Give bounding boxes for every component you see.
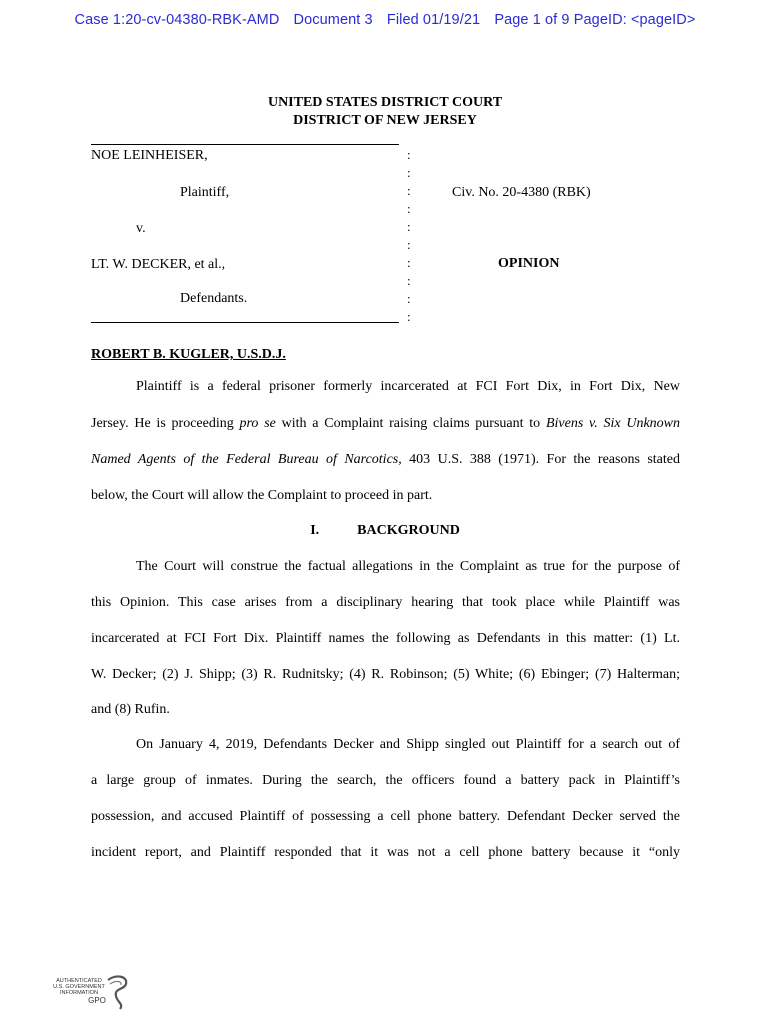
filed-date: Filed 01/19/21 [386,12,481,28]
defendant-name: LT. W. DECKER, et al., [91,257,226,272]
bg1-line-1: The Court will construe the factual allegations in the Complaint as true for the purpose of [136,559,680,574]
page-info: Page 1 of 9 PageID: <pageID> [494,12,696,28]
section-title: BACKGROUND [357,523,460,538]
eagle-icon [104,974,132,1010]
plaintiff-role: Plaintiff, [180,185,230,200]
filing-header [0,12,770,28]
plaintiff-name: NOE LEINHEISER, [91,148,208,163]
civil-number: Civ. No. 20-4380 (RBK) [452,185,591,200]
seal-gpo-label: GPO [88,996,106,1005]
intro-line-2: Jersey. He is proceeding pro se with a Complaint raising claims pursuant to Bivens v. Six Unknown [91,416,681,431]
judge-name: ROBERT B. KUGLER, U.S.D.J. [91,347,286,362]
bg1-line-4: W. Decker; (2) J. Shipp; (3) R. Rudnitsky; (4) R. Robinson; (5) White; (6) Ebinger; (7) Halterman; [91,667,680,682]
court-district: DISTRICT OF NEW JERSEY [293,113,477,128]
intro-line-4: below, the Court will allow the Complaint to proceed in part. [91,488,433,503]
versus: v. [136,221,146,236]
intro-line-1: Plaintiff is a federal prisoner formerly incarcerated at FCI Fort Dix, in Fort Dix, New [136,379,680,394]
section-number: I. [310,523,320,538]
caption-bottom-rule [91,322,399,323]
intro-line-3: Named Agents of the Federal Bureau of Narcotics, 403 U.S. 388 (1971). For the reasons stated [91,452,680,467]
bg2-line-2: a large group of inmates. During the search, the officers found a battery pack in Plaintiff’s [91,773,680,788]
bg2-line-1: On January 4, 2019, Defendants Decker and Shipp singled out Plaintiff for a search out of [136,737,680,752]
bg1-line-5: and (8) Rufin. [91,702,170,717]
bg2-line-3: possession, and accused Plaintiff of possessing a cell phone battery. Defendant Decker served the [91,809,680,824]
defendant-role: Defendants. [180,291,248,306]
bg2-line-4: incident report, and Plaintiff responded that it was not a cell phone battery because it “only [91,845,680,860]
bg1-line-3: incarcerated at FCI Fort Dix. Plaintiff names the following as Defendants in this matter: (1) Lt. [91,631,680,646]
document-number: Document 3 [293,12,373,28]
case-number: Case 1:20-cv-04380-RBK-AMD [74,12,280,28]
caption-top-rule [91,144,399,145]
gpo-authentication-seal [44,972,134,1010]
court-name: UNITED STATES DISTRICT COURT [267,95,503,110]
seal-text: AUTHENTICATED U.S. GOVERNMENT INFORMATION [53,978,105,996]
section-heading [0,523,770,539]
bg1-line-2: this Opinion. This case arises from a disciplinary hearing that took place while Plaintiff was [91,595,680,610]
document-title: OPINION [498,256,560,271]
